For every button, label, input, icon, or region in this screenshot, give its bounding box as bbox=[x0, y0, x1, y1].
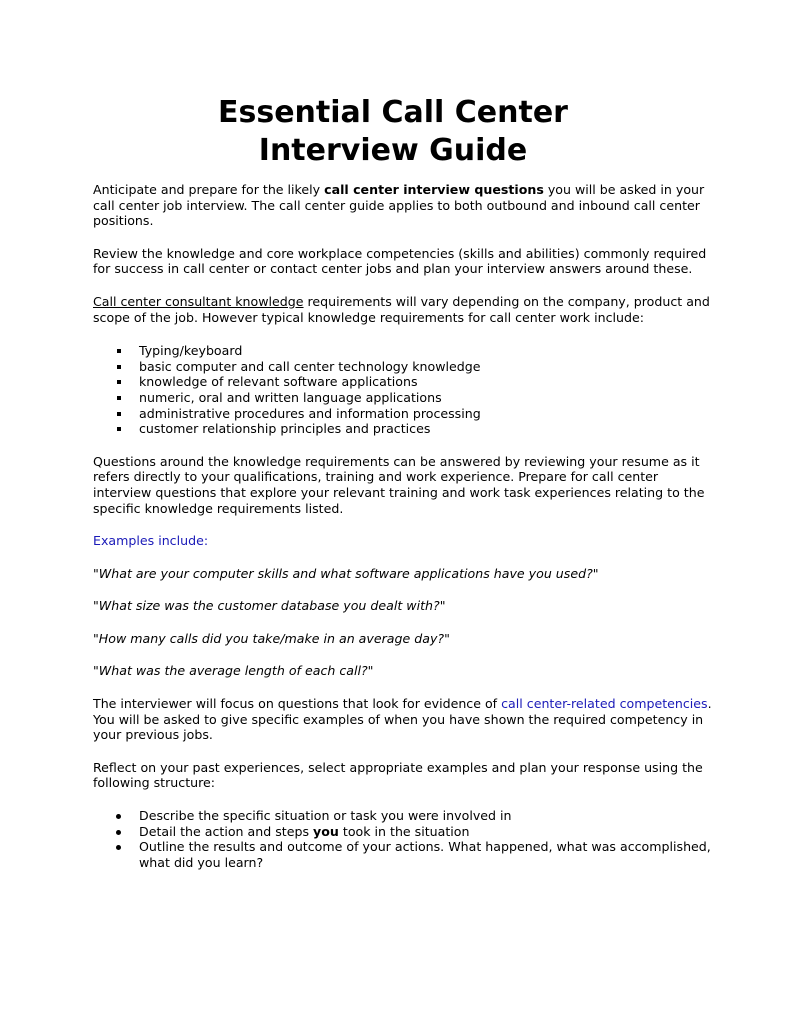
list-item: Detail the action and steps you took in the situation bbox=[93, 824, 713, 840]
example-question: "What was the average length of each call?" bbox=[93, 663, 374, 679]
list-item: customer relationship principles and practices bbox=[93, 421, 713, 437]
example-question: "How many calls did you take/make in an average day?" bbox=[93, 630, 450, 646]
questions-paragraph: Questions around the knowledge requirements can be answered by reviewing your resume as it refers directly to your qualifications, training and work experience. Prepare for call center interview questions that explore your relevant training and work task experiences relating to the specific knowledge requirements listed. bbox=[93, 453, 705, 516]
example-question: "What size was the customer database you dealt with?" bbox=[93, 598, 446, 614]
list-item: Typing/keyboard bbox=[93, 343, 713, 359]
knowledge-paragraph: Call center consultant knowledge requirements will vary depending on the company, product and scope of the job. However typical knowledge requirements for call center work include: bbox=[93, 293, 710, 325]
example-question: "What are your computer skills and what software applications have you used?" bbox=[93, 565, 599, 581]
structure-list bbox=[93, 808, 713, 870]
knowledge-link[interactable]: Call center consultant knowledge bbox=[93, 293, 304, 309]
list-item: numeric, oral and written language applications bbox=[93, 390, 713, 406]
list-item: administrative procedures and information processing bbox=[93, 406, 713, 422]
title-line-2: Interview Guide bbox=[258, 133, 528, 168]
list-item: Outline the results and outcome of your actions. What happened, what was accomplished, what did you learn? bbox=[93, 839, 713, 870]
document-page bbox=[93, 94, 713, 870]
review-paragraph: Review the knowledge and core workplace competencies (skills and abilities) commonly required for success in call center or contact center jobs and plan your interview answers around these. bbox=[93, 245, 707, 277]
interviewer-paragraph: The interviewer will focus on questions that look for evidence of call center-related competencies. You will be asked to give specific examples of when you have shown the required competency in your previous jobs. bbox=[93, 696, 712, 743]
examples-heading: Examples include: bbox=[93, 533, 209, 549]
list-item: Describe the specific situation or task you were involved in bbox=[93, 808, 713, 824]
knowledge-list bbox=[93, 343, 713, 437]
reflect-paragraph: Reflect on your past experiences, select appropriate examples and plan your response using the following structure: bbox=[93, 759, 703, 791]
page-title bbox=[93, 94, 693, 170]
list-item: knowledge of relevant software applications bbox=[93, 374, 713, 390]
list-item: basic computer and call center technology knowledge bbox=[93, 359, 713, 375]
intro-paragraph: Anticipate and prepare for the likely call center interview questions you will be asked in your call center job interview. The call center guide applies to both outbound and inbound call center positions. bbox=[93, 182, 705, 229]
title-line-1: Essential Call Center bbox=[218, 95, 568, 130]
intro-bold-phrase: call center interview questions bbox=[324, 182, 544, 197]
competencies-link[interactable]: call center-related competencies bbox=[501, 696, 708, 712]
